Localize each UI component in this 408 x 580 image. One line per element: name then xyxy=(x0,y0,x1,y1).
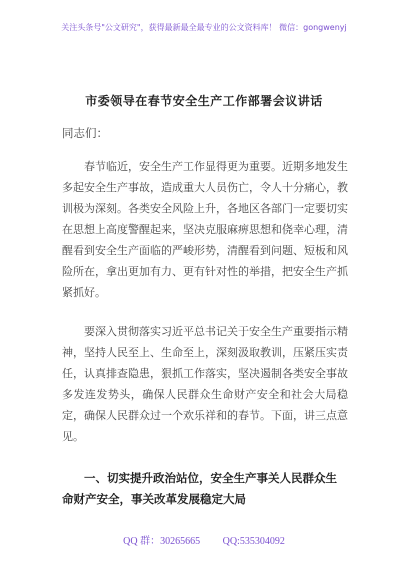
section-heading: 一、切实提升政治站位，安全生产事关人民群众生命财产安全，事关改革发展稳定大局 xyxy=(62,471,337,506)
body-paragraph: 春节临近，安全生产工作显得更为重要。近期多地发生多起安全生产事故，造成重大人员伤亡，令人十分痛心，教训极为深刻。各类安全风险上升，各地区各部门一定要切实在思想上高度警醒起来，坚决克服麻痹思想和侥幸心理，清醒看到安全生产面临的严峻形势，清醒看到问题、短板和风险所在，拿出更加有力、更有针对性的举措，把安全生产抓紧抓好。 xyxy=(62,160,348,299)
footer-qq-group: QQ 群：30265665 xyxy=(123,536,201,547)
body-paragraph: 要深入贯彻落实习近平总书记关于安全生产重要指示精神，坚持人民至上、生命至上，深刻汲取教训，压紧压实责任，认真排查隐患，狠抓工作落实，坚决遏制各类安全事故多发连发势头，确保人民群众生命财产安全和社会大局稳定，确保人民群众过一个欢乐祥和的春节。下面，讲三点意见。 xyxy=(62,325,348,443)
footer xyxy=(0,532,408,547)
footer-qq: QQ:535304092 xyxy=(222,536,285,547)
header-banner: 关注头条号"公文研究"，获得最新最全最专业的公文资料库！ 微信：gongwenyj xyxy=(61,23,347,32)
greeting: 同志们： xyxy=(62,126,108,140)
page-title: 市委领导在春节安全生产工作部署会议讲话 xyxy=(85,94,323,108)
